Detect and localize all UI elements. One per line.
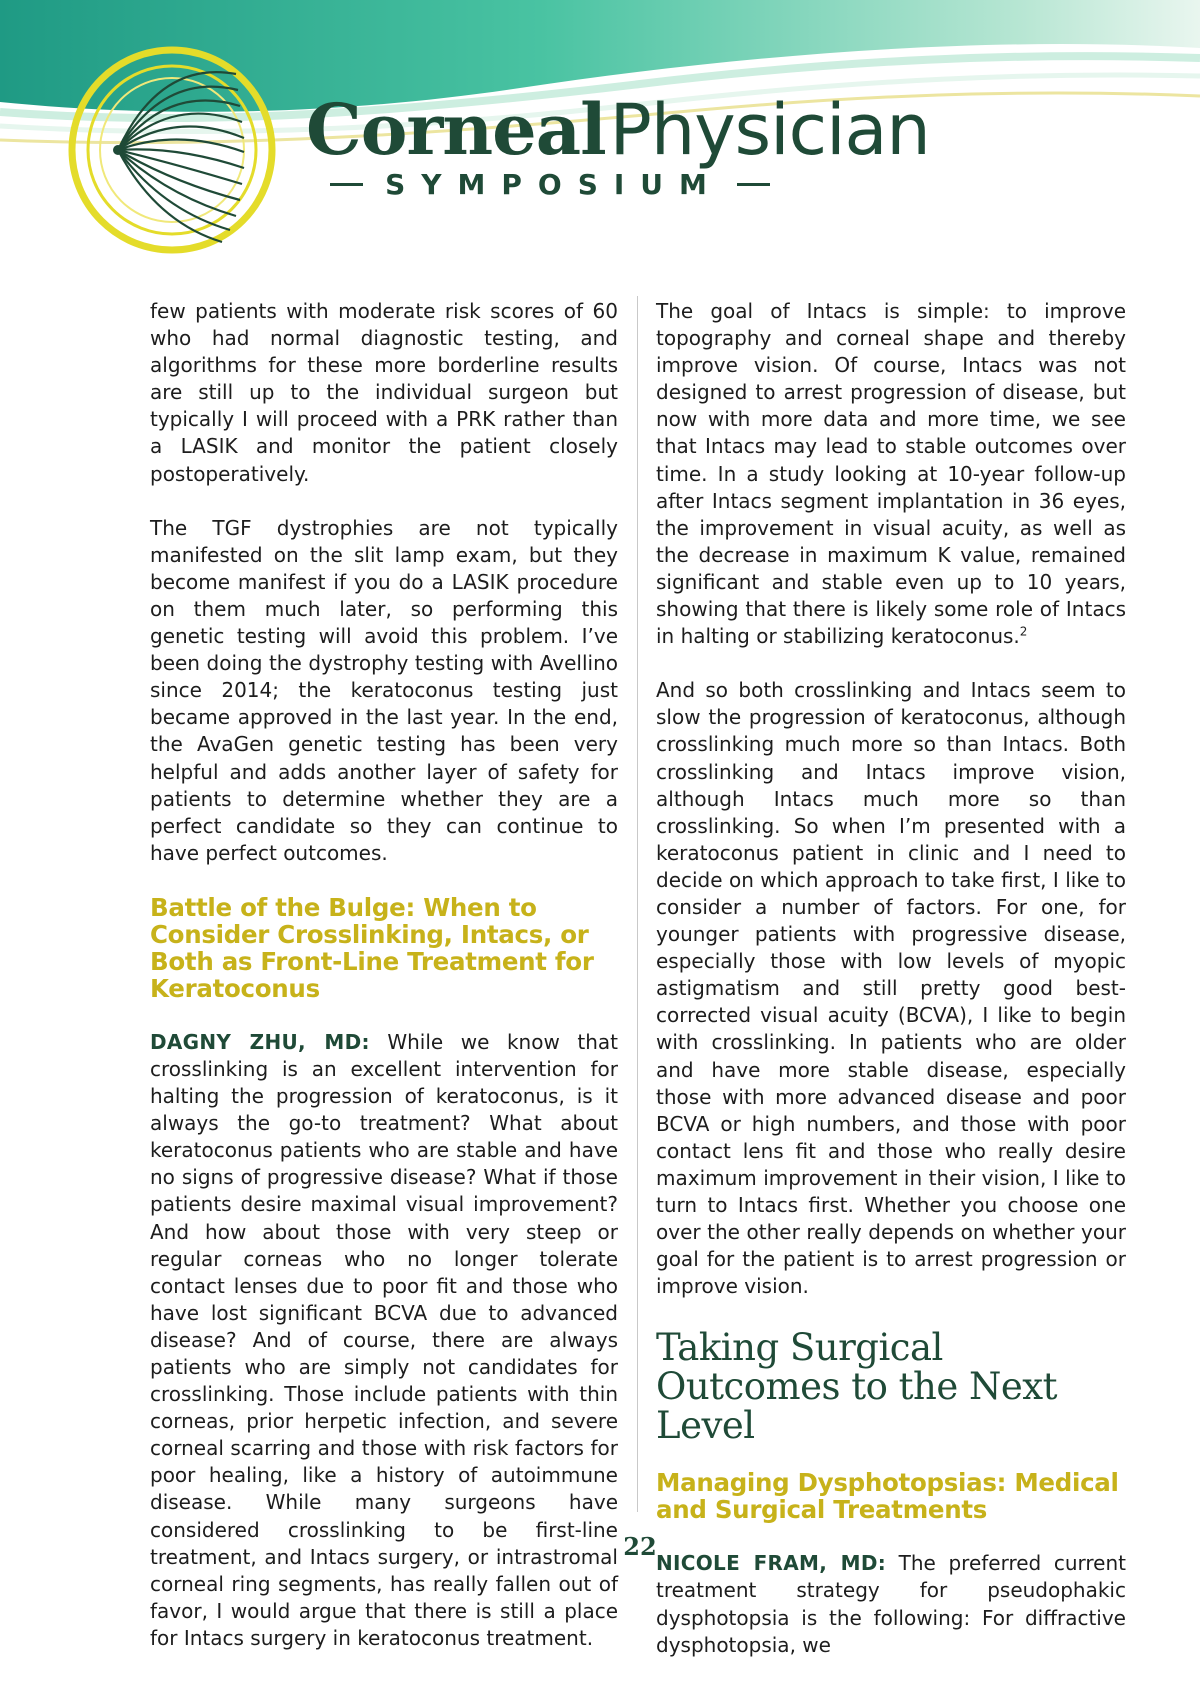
brand-rule-left: [330, 183, 363, 186]
left-paragraph-1: few patients with moderate risk scores of 60 who had normal diagnostic testing, and algorithms for these more borderline results are still up to the individual surgeon but typically I will proceed with a PRK rather than a LASIK and monitor the patient closely postoperatively.: [150, 299, 618, 486]
brand-subtitle: [330, 162, 770, 206]
brand-word-physician: Physician: [609, 89, 930, 171]
brand-rule-right: [737, 183, 770, 186]
left-column: [150, 298, 618, 1679]
right-paragraph-1: [656, 298, 1126, 650]
section-title: Taking Surgical Outcomes to the Next Level: [656, 1326, 1058, 1448]
right-paragraph-3: [656, 1550, 1126, 1658]
reference-superscript: 2: [1019, 624, 1028, 639]
brand-sub-text: SYMPOSIUM: [385, 167, 723, 201]
left-paragraph-2: The TGF dystrophies are not typically manifested on the slit lamp exam, but they become manifest if you do a LASIK procedure on them much later, so performing this genetic testing will avoid this problem. I’ve been doing the dystrophy testing with Avellino since 2014; the keratoconus testing just became approved in the last year. In the end, the AvaGen genetic testing has been very helpful and adds another layer of safety for patients to determine whether they are a perfect candidate so they can continue to have perfect outcomes.: [150, 515, 618, 865]
section-subhead-keratoconus: Battle of the Bulge: When to Consider Crosslinking, Intacs, or Both as Front-Line Treatment for Keratoconus: [150, 892, 594, 1003]
brand-word-corneal: Corneal: [306, 88, 606, 171]
right-column: [656, 298, 1126, 1686]
paragraph-text: The preferred current treatment strategy for pseudophakic dysphotopsia is the following: For diffractive dysphotopsia, we: [656, 1551, 1126, 1657]
page-number: 22: [623, 1532, 657, 1561]
brand-title: [306, 90, 930, 170]
author-name: NICOLE FRAM, MD:: [656, 1551, 887, 1576]
author-name: DAGNY ZHU, MD:: [150, 1029, 370, 1054]
section-subhead-dysphotopsias: Managing Dysphotopsias: Medical and Surgical Treatments: [656, 1468, 1119, 1525]
paragraph-text: The goal of Intacs is simple: to improve topography and corneal shape and thereby improve vision. Of course, Intacs was not designed to arrest progression of disease, but now with more data and more time, we see that Intacs may lead to stable outcomes over time. In a study looking at 10-year follow-up after Intacs segment implantation in 36 eyes, the improvement in visual acuity, as well as the decrease in maximum K value, remained significant and stable even up to 10 years, showing that there is likely some role of Intacs in halting or stabilizing keratoconus.: [656, 299, 1126, 649]
column-divider: [637, 296, 638, 1512]
right-paragraph-2: And so both crosslinking and Intacs seem to slow the progression of keratoconus, although crosslinking much more so than Intacs. Both crosslinking and Intacs improve vision, although Intacs much more so than crosslinking. So when I’m presented with a keratoconus patient in clinic and I need to decide on which approach to take first, I like to consider a number of factors. For one, for younger patients with progressive disease, especially those with low levels of myopic astigmatism and still pretty good best-corrected visual acuity (BCVA), I like to begin with crosslinking. In patients who are older and have more stable disease, especially those with more advanced disease and poor BCVA or high numbers, and those with poor contact lens fit and those who really desire maximum improvement in their vision, I like to turn to Intacs first. Whether you choose one over the other really depends on whether your goal for the patient is to arrest progression or improve vision.: [656, 678, 1126, 1299]
left-paragraph-3: [150, 1029, 618, 1652]
paragraph-text: While we know that crosslinking is an excellent intervention for halting the progression of keratoconus, is it always the go-to treatment? What about keratoconus patients who are stable and have no signs of progressive disease? What if those patients desire maximal visual improvement? And how about those with very steep or regular corneas who no longer tolerate contact lenses due to poor fit and those who have lost significant BCVA due to advanced disease? And of course, there are always patients who are simply not candidates for crosslinking. Those include patients with thin corneas, prior herpetic infection, and severe corneal scarring and those with risk factors for poor healing, like a history of autoimmune disease. While many surgeons have considered crosslinking to be first-line treatment, and Intacs surgery, or intrastromal corneal ring segments, has really fallen out of favor, I would argue that there is still a place for Intacs surgery in keratoconus treatment.: [150, 1029, 618, 1650]
